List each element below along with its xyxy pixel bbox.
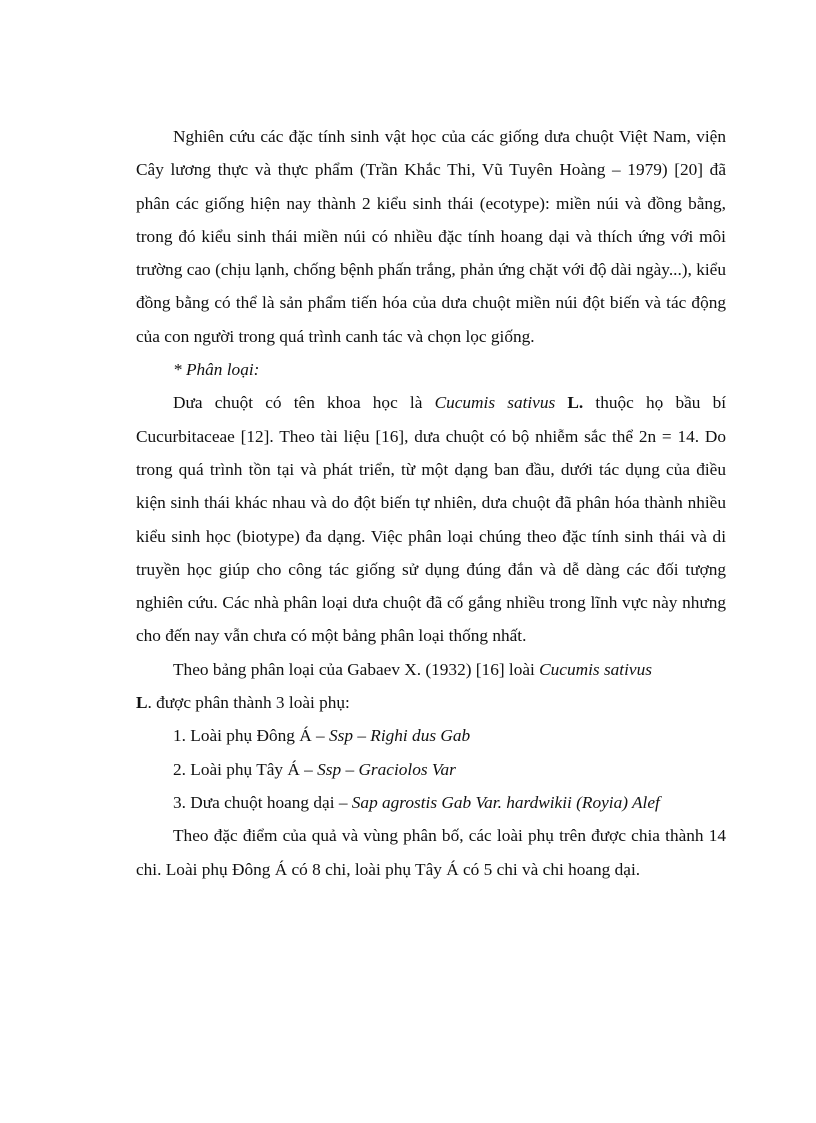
document-page <box>136 120 726 886</box>
paragraph-ecotype: Nghiên cứu các đặc tính sinh vật học của các giống dưa chuột Việt Nam, viện Cây lương thực và thực phẩm (Trần Khắc Thi, Vũ Tuyên Hoàng – 1979) [20] đã phân các giống hiện nay thành 2 kiểu sinh thái (ecotype): miền núi và đồng bằng, trong đó kiểu sinh thái miền núi có nhiều đặc tính hoang dại và thích ứng với môi trường cao (chịu lạnh, chống bệnh phấn trắng, phản ứng chặt với độ dài ngày...), kiểu đồng bằng có thể là sản phẩm tiến hóa của dưa chuột miền núi đột biến và tác động của con người trong quá trình canh tác và chọn lọc giống. <box>136 127 726 346</box>
text-run: thuộc họ bầu bí Cucurbitaceae [12]. Theo tài liệu [16], dưa chuột có bộ nhiễm sắc thể 2n = 14. Do trong quá trình tồn tại và phát triển, từ một dạng ban đầu, dưới tác dụng của điều kiện sinh thái khác nhau và do đột biến tự nhiên, dưa chuột đã phân hóa thành nhiều kiểu sinh học (biotype) đa dạng. Việc phân loại chúng theo đặc tính sinh thái và di truyền học giúp cho công tác giống sử dụng đúng đắn và dễ dàng các đối tượng nghiên cứu. Các nhà phân loại dưa chuột đã cố gắng nhiều trong lĩnh vực này nhưng cho đến nay vẫn chưa có một bảng phân loại thống nhất. <box>136 393 727 646</box>
list-item <box>136 753 726 786</box>
section-heading-classification: * Phân loại: <box>173 360 260 380</box>
paragraph-gabaev-classification <box>136 653 726 720</box>
paragraph-scientific-name <box>136 386 726 652</box>
list-item <box>136 719 726 752</box>
author-abbrev: L. <box>555 393 584 413</box>
text-run: . được phân thành 3 loài phụ: <box>147 693 350 713</box>
list-item-label: 1. Loài phụ Đông Á – <box>173 726 329 746</box>
scientific-name: Cucumis sativus <box>434 393 556 413</box>
text-run: Dưa chuột có tên khoa học là <box>173 393 435 413</box>
author-abbrev: L <box>136 693 148 713</box>
paragraph-genera: Theo đặc điểm của quả và vùng phân bố, các loài phụ trên được chia thành 14 chi. Loài phụ Đông Á có 8 chi, loài phụ Tây Á có 5 chi và chi hoang dại. <box>136 826 726 879</box>
list-item-taxon: Sap agrostis Gab Var. hardwikii (Royia) Alef <box>351 792 660 812</box>
list-item-label: 2. Loài phụ Tây Á – <box>173 759 318 779</box>
text-run: Theo bảng phân loại của Gabaev X. (1932) [16] loài <box>173 659 540 679</box>
scientific-name: Cucumis sativus <box>539 659 652 679</box>
list-item-label: 3. Dưa chuột hoang dại – <box>173 792 352 812</box>
list-item-taxon: Ssp – Graciolos Var <box>317 759 456 779</box>
list-item-taxon: Ssp – Righi dus Gab <box>329 726 471 746</box>
list-item <box>136 786 726 819</box>
